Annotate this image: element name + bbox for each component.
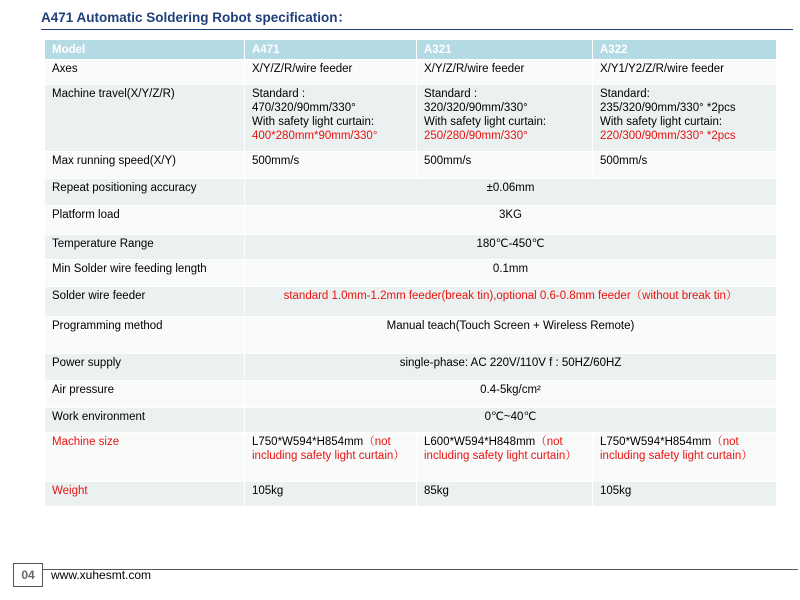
row-label: Programming method bbox=[45, 317, 244, 353]
table-row-temperature bbox=[45, 235, 776, 259]
cell-all-models: standard 1.0mm-1.2mm feeder(break tin),optional 0.6-0.8mm feeder（without break tin） bbox=[245, 287, 776, 316]
table-header-row bbox=[45, 40, 776, 59]
cell-a321 bbox=[417, 85, 592, 151]
travel-standard-label: Standard : bbox=[424, 88, 478, 100]
cell-a471: X/Y/Z/R/wire feeder bbox=[245, 60, 416, 84]
specification-table bbox=[44, 39, 777, 507]
footer-divider bbox=[43, 569, 798, 570]
table-row-axes bbox=[45, 60, 776, 84]
row-label: Machine travel(X/Y/Z/R) bbox=[45, 85, 244, 151]
page-number-box bbox=[13, 563, 43, 587]
cell-a471: 105kg bbox=[245, 482, 416, 506]
travel-curtain-label: With safety light curtain: bbox=[252, 116, 375, 128]
table-row-work-environment bbox=[45, 408, 776, 432]
table-row-machine-travel bbox=[45, 85, 776, 151]
cell-a471 bbox=[245, 85, 416, 151]
cell-all-models: single-phase: AC 220V/110V f : 50HZ/60HZ bbox=[245, 354, 776, 380]
cell-a322: X/Y1/Y2/Z/R/wire feeder bbox=[593, 60, 776, 84]
cell-all-models: 0.1mm bbox=[245, 260, 776, 286]
cell-a322: 500mm/s bbox=[593, 152, 776, 178]
cell-a322 bbox=[593, 85, 776, 151]
page-title: A471 Automatic Soldering Robot specification： bbox=[41, 10, 352, 25]
travel-standard-value: 235/320/90mm/330° *2pcs bbox=[600, 102, 736, 114]
row-label: Platform load bbox=[45, 206, 244, 234]
travel-curtain-label: With safety light curtain: bbox=[424, 116, 547, 128]
row-label: Work environment bbox=[45, 408, 244, 432]
cell-a321: 500mm/s bbox=[417, 152, 592, 178]
page-number: 04 bbox=[21, 568, 35, 582]
header-a322: A322 bbox=[593, 40, 776, 59]
cell-a321: 85kg bbox=[417, 482, 592, 506]
row-label: Power supply bbox=[45, 354, 244, 380]
row-label: Temperature Range bbox=[45, 235, 244, 259]
table-row-max-speed bbox=[45, 152, 776, 178]
travel-curtain-value: 250/280/90mm/330° bbox=[424, 130, 528, 142]
row-label: Machine size bbox=[45, 433, 244, 481]
row-label: Repeat positioning accuracy bbox=[45, 179, 244, 205]
header-a321: A321 bbox=[417, 40, 592, 59]
cell-all-models: 3KG bbox=[245, 206, 776, 234]
travel-curtain-label: With safety light curtain: bbox=[600, 116, 723, 128]
table-row-air-pressure bbox=[45, 381, 776, 407]
table-row-platform-load bbox=[45, 206, 776, 234]
row-label: Air pressure bbox=[45, 381, 244, 407]
cell-all-models: 0℃~40℃ bbox=[245, 408, 776, 432]
row-label: Axes bbox=[45, 60, 244, 84]
row-label: Weight bbox=[45, 482, 244, 506]
cell-all-models: 0.4-5kg/cm² bbox=[245, 381, 776, 407]
row-label: Min Solder wire feeding length bbox=[45, 260, 244, 286]
table-row-programming bbox=[45, 317, 776, 353]
cell-all-models: Manual teach(Touch Screen + Wireless Remote) bbox=[245, 317, 776, 353]
table-row-wire-feeder bbox=[45, 287, 776, 316]
table-row-repeat-accuracy bbox=[45, 179, 776, 205]
cell-all-models: 180℃-450℃ bbox=[245, 235, 776, 259]
travel-curtain-value: 400*280mm*90mm/330° bbox=[252, 130, 378, 142]
size-note: （not including safety light curtain） bbox=[600, 436, 753, 462]
table-row-feed-length bbox=[45, 260, 776, 286]
cell-a471 bbox=[245, 433, 416, 481]
footer-website: www.xuhesmt.com bbox=[51, 568, 152, 582]
travel-standard-label: Standard : bbox=[252, 88, 306, 100]
size-dimensions: L750*W594*H854mm bbox=[252, 436, 364, 448]
table-row-power-supply bbox=[45, 354, 776, 380]
size-dimensions: L600*W594*H848mm bbox=[424, 436, 536, 448]
size-note: （not including safety light curtain） bbox=[424, 436, 577, 462]
header-model: Model bbox=[45, 40, 244, 59]
title-divider bbox=[41, 29, 793, 30]
cell-all-models: ±0.06mm bbox=[245, 179, 776, 205]
cell-a471: 500mm/s bbox=[245, 152, 416, 178]
cell-a321: X/Y/Z/R/wire feeder bbox=[417, 60, 592, 84]
size-note: （not including safety light curtain） bbox=[252, 436, 405, 462]
cell-a322: 105kg bbox=[593, 482, 776, 506]
table-row-machine-size bbox=[45, 433, 776, 481]
size-dimensions: L750*W594*H854mm bbox=[600, 436, 712, 448]
row-label: Max running speed(X/Y) bbox=[45, 152, 244, 178]
row-label: Solder wire feeder bbox=[45, 287, 244, 316]
travel-standard-value: 320/320/90mm/330° bbox=[424, 102, 528, 114]
table-row-weight bbox=[45, 482, 776, 506]
travel-standard-value: 470/320/90mm/330° bbox=[252, 102, 356, 114]
header-a471: A471 bbox=[245, 40, 416, 59]
travel-standard-label: Standard: bbox=[600, 88, 650, 100]
travel-curtain-value: 220/300/90mm/330° *2pcs bbox=[600, 130, 736, 142]
cell-a321 bbox=[417, 433, 592, 481]
cell-a322 bbox=[593, 433, 776, 481]
